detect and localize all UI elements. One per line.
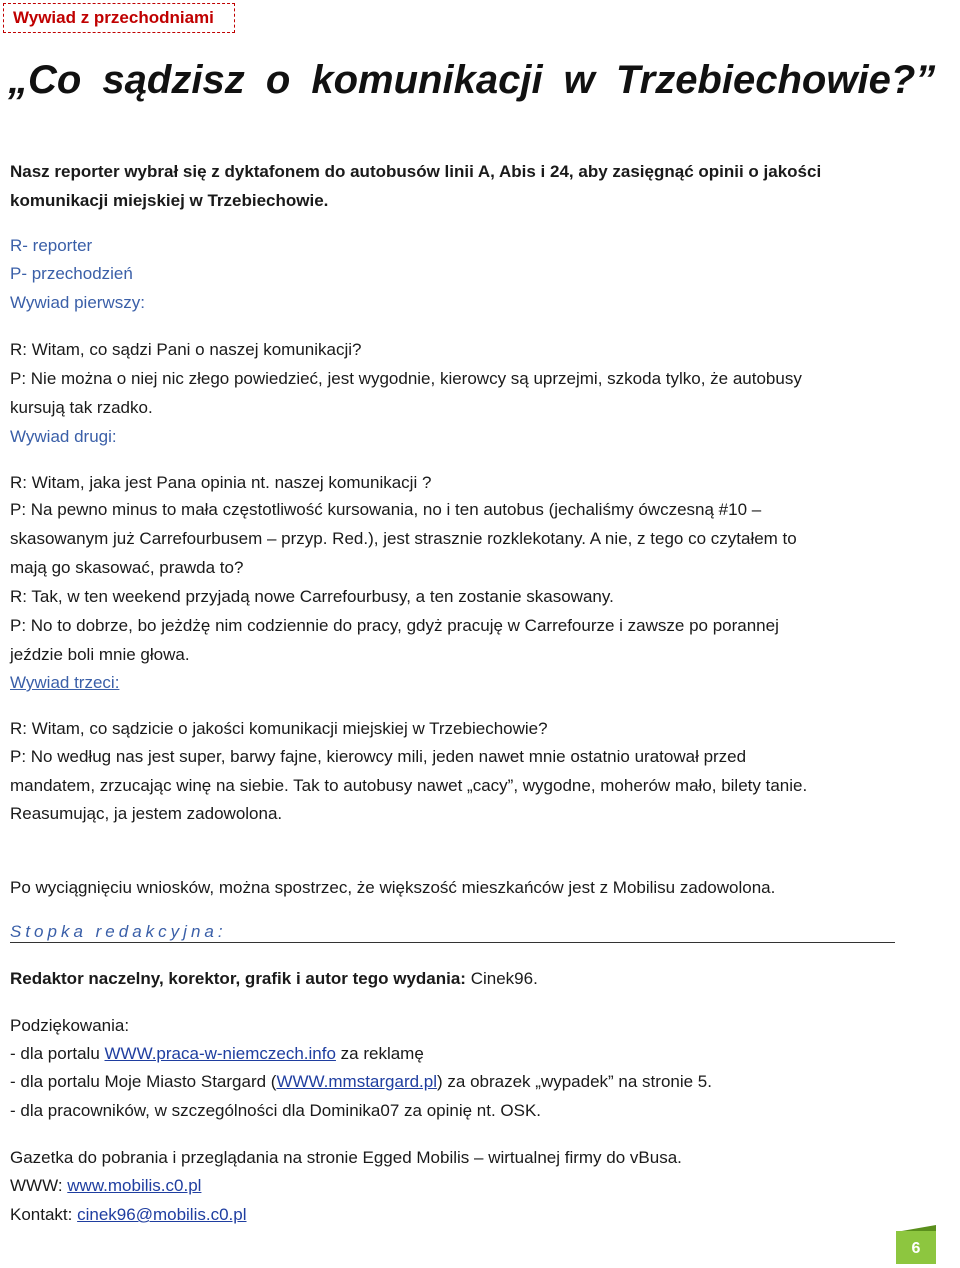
- mmstargard-link[interactable]: WWW.mmstargard.pl: [276, 1072, 438, 1091]
- stopka-divider: [10, 942, 895, 943]
- interview-2-heading: Wywiad drugi:: [10, 427, 117, 446]
- editor-name: Cinek96.: [465, 969, 538, 988]
- intro-line-2: komunikacji miejskiej w Trzebiechowie.: [10, 191, 329, 210]
- interview-1-answer-line-2: kursują tak rzadko.: [10, 398, 153, 417]
- mobilis-website-link[interactable]: www.mobilis.c0.pl: [67, 1176, 202, 1195]
- thanks-line-3: - dla pracowników, w szczególności dla Dominika07 za opinię nt. OSK.: [10, 1101, 542, 1120]
- interview-2-answer-line-1: P: Na pewno minus to mała częstotliwość kursowania, no i ten autobus (jechaliśmy ówczesną #10 –: [10, 500, 762, 519]
- interview-3-answer-line-1: P: No według nas jest super, barwy fajne, kierowcy mili, jeden nawet mnie ostatnio uratował przed: [10, 747, 747, 766]
- thanks-2-prefix: - dla portalu Moje Miasto Stargard (: [10, 1072, 277, 1091]
- section-tag: Wywiad z przechodniami: [3, 3, 235, 33]
- interview-2-passerby-reply-line-1: P: No to dobrze, bo jeżdżę nim codziennie do pracy, gdyż pracuję w Carrefourze i zawsze po porannej: [10, 616, 779, 635]
- intro-line-1: Nasz reporter wybrał się z dyktafonem do autobusów linii A, Abis i 24, aby zasięgnąć opinii o jakości: [10, 162, 822, 181]
- interview-3-answer-line-2: mandatem, zrzucając winę na siebie. Tak to autobusy nawet „cacy”, wygodne, moherów mało, bilety tanie.: [10, 776, 808, 795]
- interview-2-answer-line-3: mają go skasować, prawda to?: [10, 558, 244, 577]
- interview-1-question: R: Witam, co sądzi Pani o naszej komunikacji?: [10, 340, 362, 359]
- interview-2-passerby-reply-line-2: jeździe boli mnie głowa.: [10, 645, 190, 664]
- editor-credit: [10, 964, 900, 993]
- praca-w-niemczech-link[interactable]: WWW.praca-w-niemczech.info: [104, 1044, 336, 1063]
- interview-1-heading: Wywiad pierwszy:: [10, 293, 145, 312]
- thanks-2-suffix: ) za obrazek „wypadek” na stronie 5.: [437, 1072, 712, 1091]
- interview-3-answer-line-3: Reasumując, ja jestem zadowolona.: [10, 804, 283, 823]
- page-number: 6: [896, 1231, 936, 1264]
- thanks-1-prefix: - dla portalu: [10, 1044, 105, 1063]
- thanks-line-1: [10, 1039, 900, 1068]
- conclusion: Po wyciągnięciu wniosków, można spostrzec, że większość mieszkańców jest z Mobilisu zadowolona.: [10, 878, 776, 897]
- legend-passerby: P- przechodzień: [10, 264, 133, 283]
- contact-email-link[interactable]: cinek96@mobilis.c0.pl: [77, 1205, 247, 1224]
- editor-label: Redaktor naczelny, korektor, grafik i autor tego wydania:: [10, 969, 466, 988]
- contact-label: Kontakt:: [10, 1205, 78, 1224]
- interview-2-reporter-reply: R: Tak, w ten weekend przyjadą nowe Carrefourbusy, a ten zostanie skasowany.: [10, 587, 614, 606]
- interview-2-question: R: Witam, jaka jest Pana opinia nt. naszej komunikacji ?: [10, 473, 432, 492]
- thanks-heading: Podziękowania:: [10, 1016, 130, 1035]
- legend-reporter: R- reporter: [10, 236, 93, 255]
- www-label: WWW:: [10, 1176, 68, 1195]
- interview-3-heading: Wywiad trzeci:: [10, 673, 120, 692]
- interview-2-answer-line-2: skasowanym już Carrefourbusem – przyp. Red.), jest strasznie rozklekotany. A nie, z tego co czytałem to: [10, 529, 797, 548]
- download-note: Gazetka do pobrania i przeglądania na stronie Egged Mobilis – wirtualnej firmy do vBusa.: [10, 1148, 682, 1167]
- stopka-label: Stopka redakcyjna:: [10, 922, 227, 941]
- article-headline: „Co sądzisz o komunikacji w Trzebiechowie?”: [8, 58, 936, 102]
- thanks-1-suffix: za reklamę: [335, 1044, 424, 1063]
- contact-line: [10, 1200, 900, 1229]
- www-line: [10, 1171, 900, 1200]
- thanks-line-2: [10, 1067, 900, 1096]
- interview-3-question: R: Witam, co sądzicie o jakości komunikacji miejskiej w Trzebiechowie?: [10, 719, 548, 738]
- interview-1-answer-line-1: P: Nie można o niej nic złego powiedzieć, jest wygodnie, kierowcy są uprzejmi, szkoda tylko, że autobusy: [10, 369, 802, 388]
